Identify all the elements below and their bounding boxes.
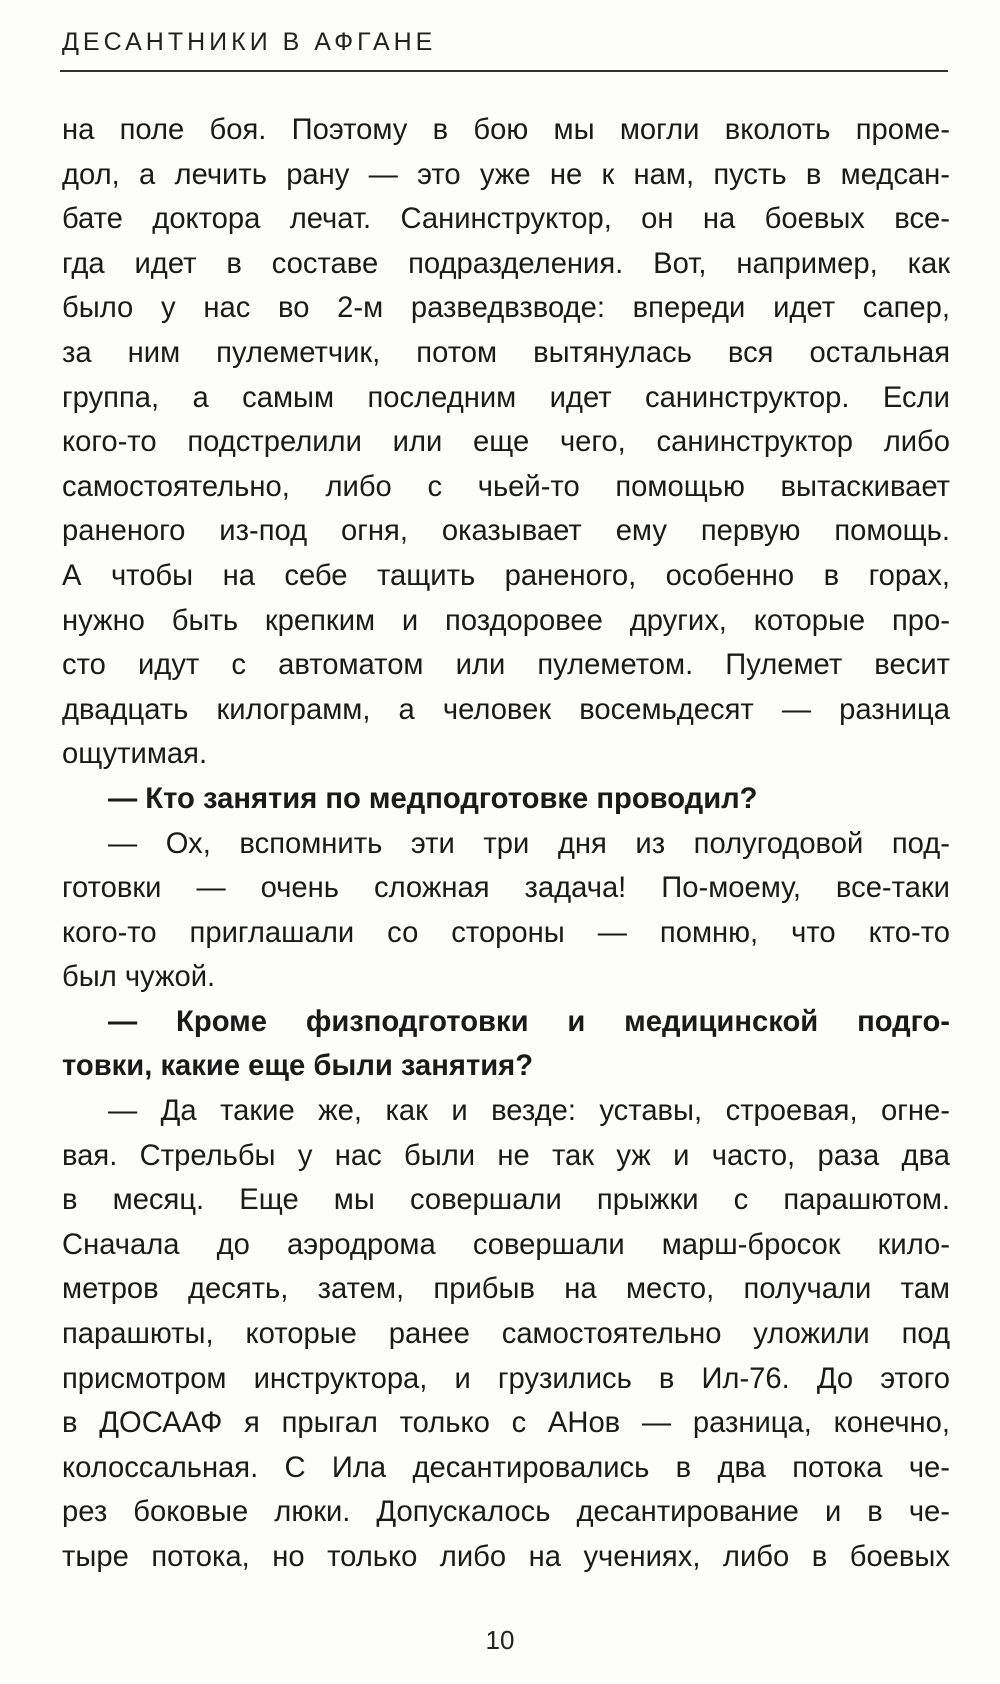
text-line: нужно быть крепким и поздоровее других, которые про- — [62, 604, 950, 637]
text-line: за ним пулеметчик, потом вытянулась вся остальная — [62, 336, 950, 369]
text-line: самостоятельно, либо с чьей-то помощью вытаскивает — [62, 470, 950, 503]
page-number: 10 — [485, 1625, 515, 1655]
text-line: дол, а лечить рану — это уже не к нам, пусть в медсан- — [62, 158, 950, 191]
text-line: гда идет в составе подразделения. Вот, например, как — [62, 247, 950, 280]
text-line: в ДОСААФ я прыгал только с АНов — разница, конечно, — [62, 1407, 950, 1440]
text-line: группа, а самым последним идет санинструктор. Если — [62, 381, 950, 414]
question-line: — Кто занятия по медподготовке проводил? — [108, 782, 758, 815]
running-head: ДЕСАНТНИКИ В АФГАНЕ — [62, 28, 437, 56]
text-line: двадцать килограмм, а человек восемьдесят — разница — [62, 693, 950, 726]
text-line: — Ох, вспомнить эти три дня из полугодовой под- — [108, 827, 950, 860]
question-line: — Кроме физподготовки и медицинской подго- — [108, 1005, 950, 1038]
text-line: Сначала до аэродрома совершали марш-бросок кило- — [62, 1228, 950, 1261]
question-line: товки, какие еще были занятия? — [62, 1050, 534, 1083]
text-line: раненого из-под огня, оказывает ему первую помощь. — [62, 515, 950, 548]
body-text — [62, 108, 950, 1580]
text-line: на поле боя. Поэтому в бою мы могли вколоть проме- — [62, 114, 950, 146]
text-line: метров десять, затем, прибыв на место, получали там — [62, 1273, 950, 1306]
text-line: — Да такие же, как и везде: уставы, строевая, огне- — [108, 1095, 950, 1128]
text-line: парашюты, которые ранее самостоятельно уложили под — [62, 1318, 950, 1351]
text-line: колоссальная. С Ила десантировались в два потока че- — [62, 1451, 950, 1484]
text-line: присмотром инструктора, и грузились в Ил-76. До этого — [62, 1362, 950, 1395]
text-line: тыре потока, но только либо на учениях, либо в боевых — [62, 1541, 950, 1573]
text-line: было у нас во 2-м разведвзводе: впереди идет сапер, — [62, 292, 950, 325]
header-rule — [60, 70, 948, 72]
text-line: кого-то приглашали со стороны — помню, что кто-то — [62, 916, 950, 949]
text-line: в месяц. Еще мы совершали прыжки с парашютом. — [62, 1184, 950, 1217]
text-line: ощутимая. — [62, 738, 208, 771]
text-line: бате доктора лечат. Санинструктор, он на боевых все- — [62, 203, 950, 236]
text-line: сто идут с автоматом или пулеметом. Пулемет весит — [62, 649, 950, 682]
text-line: рез боковые люки. Допускалось десантирование и в че- — [62, 1496, 950, 1529]
text-line: вая. Стрельбы у нас были не так уж и часто, раза два — [62, 1139, 950, 1172]
text-line: кого-то подстрелили или еще чего, санинструктор либо — [62, 426, 950, 459]
text-line: готовки — очень сложная задача! По-моему, все-таки — [62, 872, 950, 905]
text-line: А чтобы на себе тащить раненого, особенно в горах, — [62, 559, 950, 592]
text-line: был чужой. — [62, 961, 216, 994]
